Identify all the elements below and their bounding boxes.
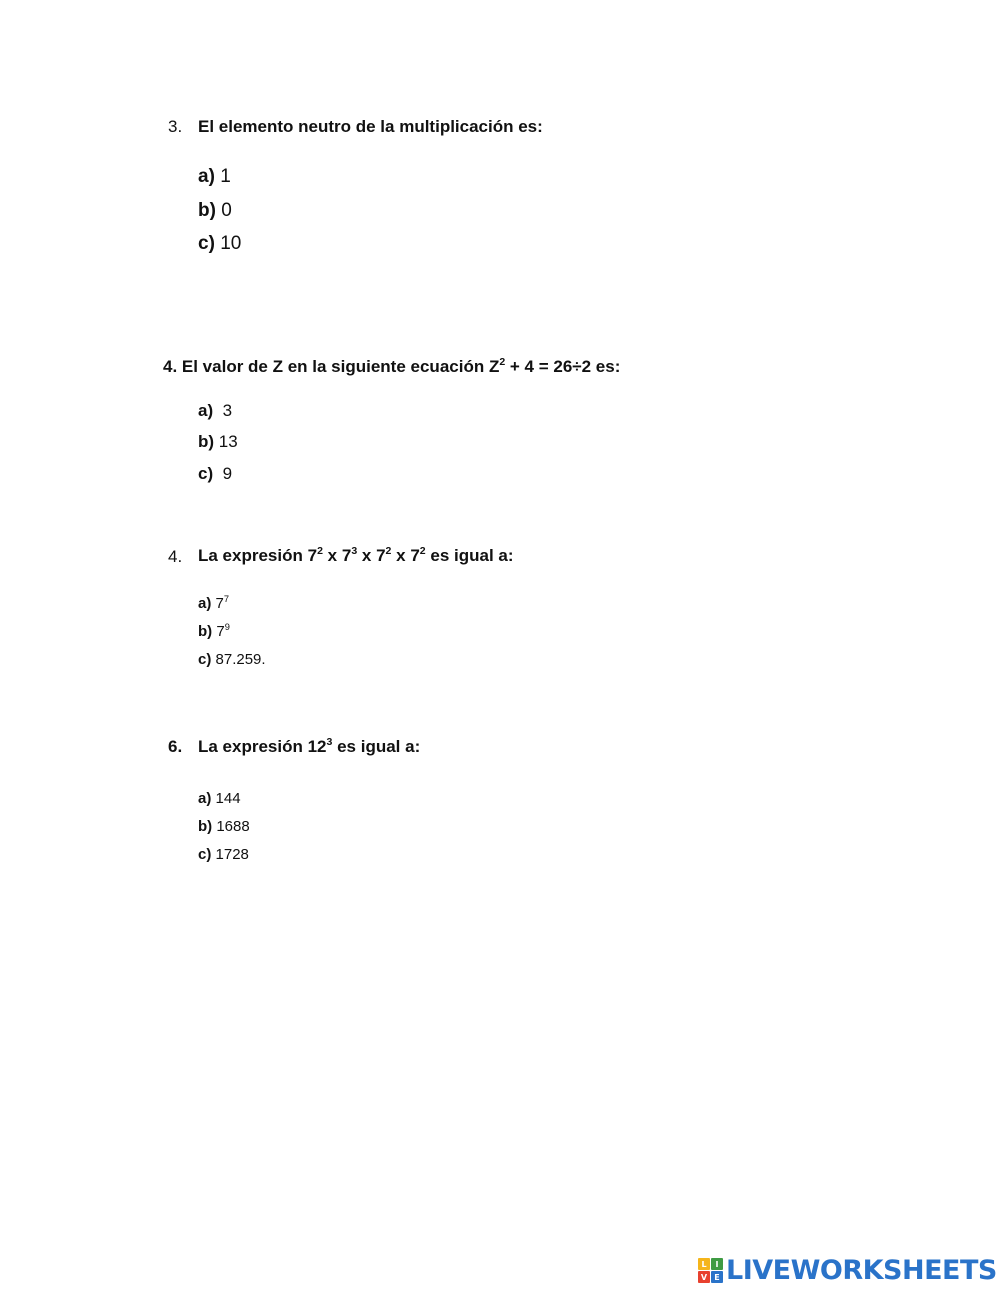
term-separator: x — [357, 546, 377, 565]
question-4-expression-option-a[interactable] — [198, 595, 229, 612]
question-3-option-b[interactable] — [198, 200, 232, 222]
term-exponent: 3 — [351, 544, 358, 557]
term-base: 7 — [307, 546, 318, 565]
question-3-number: 3. — [168, 117, 183, 136]
term-exponent: 2 — [385, 544, 392, 557]
question-4-expression-number: 4. — [168, 547, 183, 566]
question-4-expression-text — [198, 546, 514, 566]
option-letter: c) — [198, 846, 212, 863]
option-value: 1688 — [216, 818, 250, 835]
liveworksheets-logo — [698, 1255, 997, 1286]
option-value: 13 — [218, 432, 238, 451]
option-exponent: 9 — [224, 621, 230, 632]
term-base: 7 — [376, 546, 386, 565]
logo-block: L — [698, 1258, 710, 1270]
question-6-option-b[interactable] — [198, 818, 250, 835]
option-letter: a) — [198, 790, 212, 807]
option-value: 1728 — [215, 846, 249, 863]
question-text-after: + 4 = 26÷2 es: — [505, 357, 621, 376]
expression-prefix: La expresión 12 — [198, 737, 327, 756]
option-value: 87.259. — [215, 651, 266, 668]
question-6-number: 6. — [168, 737, 183, 756]
logo-block: E — [711, 1271, 723, 1283]
term-base: 7 — [341, 546, 352, 565]
logo-blocks-icon — [698, 1258, 723, 1283]
question-3-text: El elemento neutro de la multiplicación es: — [198, 117, 543, 136]
expression-suffix: es igual a: — [332, 737, 421, 756]
question-3-option-a[interactable] — [198, 166, 231, 188]
exponent: 3 — [326, 735, 333, 748]
question-4-equation-option-a[interactable] — [198, 401, 232, 421]
term-base: 7 — [410, 546, 420, 565]
option-letter: b) — [198, 432, 215, 451]
option-exponent: 7 — [223, 593, 230, 604]
logo-text: LIVEWORKSHEETS — [726, 1255, 997, 1286]
option-value: 9 — [217, 464, 233, 483]
question-4-expression-option-c[interactable] — [198, 651, 266, 668]
option-letter: c) — [198, 233, 215, 254]
question-4-equation-text — [163, 357, 620, 377]
option-letter: c) — [198, 464, 214, 483]
option-value: 0 — [221, 200, 232, 221]
question-6-option-a[interactable] — [198, 790, 241, 807]
option-letter: a) — [198, 595, 212, 612]
question-6-text — [198, 737, 420, 757]
term-separator: x — [391, 546, 411, 565]
option-letter: b) — [198, 200, 216, 221]
option-letter: c) — [198, 651, 212, 668]
option-base: 7 — [216, 623, 225, 640]
term-exponent: 2 — [317, 544, 323, 557]
question-text-before: 4. El valor de Z en la siguiente ecuación Z — [163, 357, 500, 376]
question-4-expression-option-b[interactable] — [198, 623, 230, 640]
option-value: 144 — [215, 790, 241, 807]
expression-suffix: es igual a: — [425, 546, 514, 565]
option-letter: b) — [198, 623, 213, 640]
question-6-option-c[interactable] — [198, 846, 249, 863]
logo-block: I — [711, 1258, 723, 1270]
option-base: 7 — [215, 595, 224, 612]
expression-prefix: La expresión — [198, 546, 308, 565]
term-separator: x — [322, 546, 342, 565]
question-4-equation-option-b[interactable] — [198, 432, 238, 452]
option-value: 3 — [217, 401, 233, 420]
option-value: 1 — [220, 166, 231, 187]
exponent: 2 — [499, 355, 506, 368]
option-letter: a) — [198, 401, 214, 420]
question-4-equation-option-c[interactable] — [198, 464, 232, 484]
option-letter: a) — [198, 166, 215, 187]
question-3-option-c[interactable] — [198, 233, 241, 255]
term-exponent: 2 — [419, 544, 426, 557]
option-value: 10 — [220, 233, 242, 254]
option-letter: b) — [198, 818, 213, 835]
logo-block: V — [698, 1271, 710, 1283]
